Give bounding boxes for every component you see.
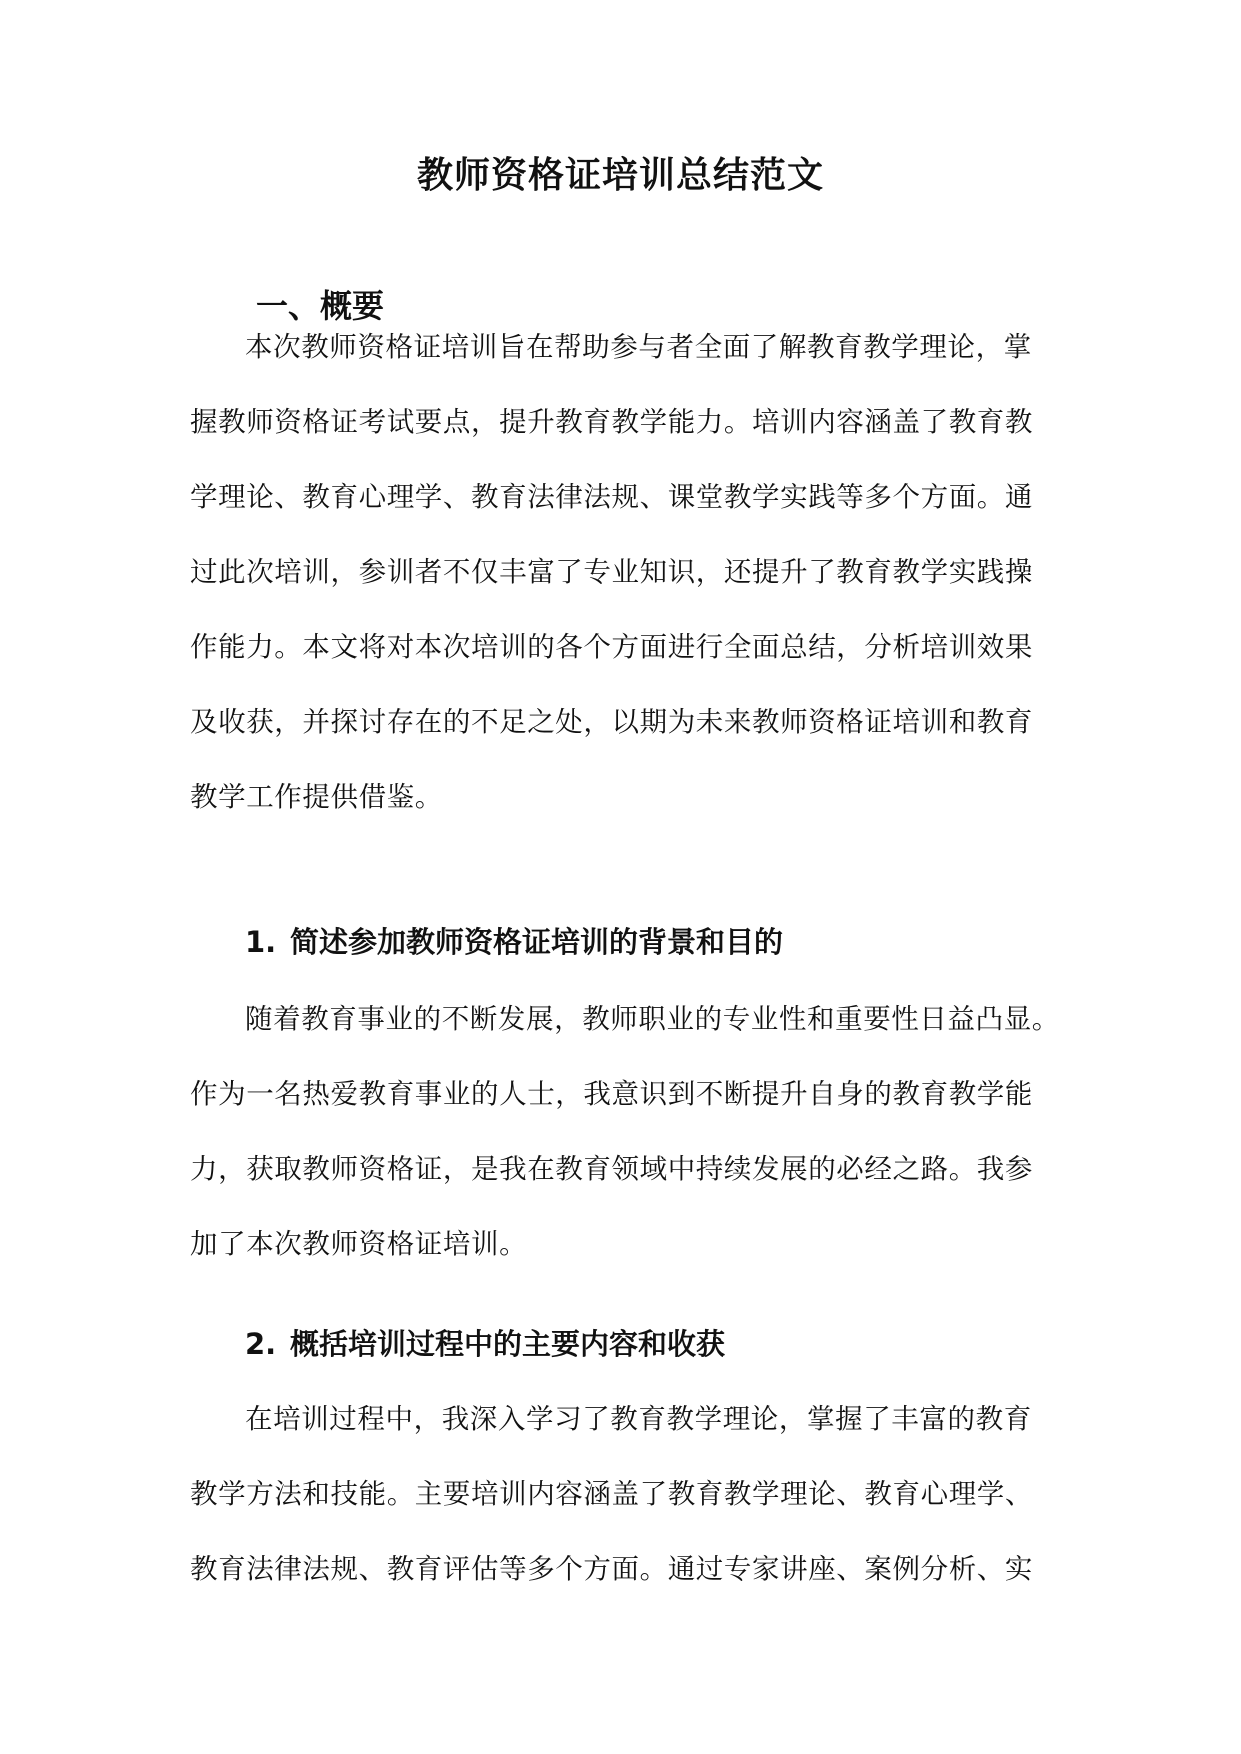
paragraph-line: 作能力。本文将对本次培训的各个方面进行全面总结，分析培训效果 bbox=[190, 631, 1033, 663]
paragraph-line: 本次教师资格证培训旨在帮助参与者全面了解教育教学理论，掌 bbox=[245, 331, 1032, 363]
paragraph-line: 力，获取教师资格证，是我在教育领域中持续发展的必经之路。我参 bbox=[190, 1153, 1033, 1185]
subsection-heading-content bbox=[245, 1324, 725, 1364]
document-title: 教师资格证培训总结范文 bbox=[416, 154, 824, 196]
paragraph-line: 教育法律法规、教育评估等多个方面。通过专家讲座、案例分析、实 bbox=[190, 1553, 1033, 1585]
paragraph-line: 学理论、教育心理学、教育法律法规、课堂教学实践等多个方面。通 bbox=[190, 481, 1033, 513]
subsection-title: 简述参加教师资格证培训的背景和目的 bbox=[290, 925, 784, 959]
paragraph-line: 教学工作提供借鉴。 bbox=[190, 781, 443, 813]
paragraph-line: 作为一名热爱教育事业的人士，我意识到不断提升自身的教育教学能 bbox=[190, 1078, 1033, 1110]
paragraph-line: 加了本次教师资格证培训。 bbox=[190, 1228, 528, 1260]
paragraph-line: 在培训过程中，我深入学习了教育教学理论，掌握了丰富的教育 bbox=[245, 1403, 1032, 1435]
paragraph-line: 随着教育事业的不断发展，教师职业的专业性和重要性日益凸显。 bbox=[245, 1003, 1060, 1035]
subsection-heading-background bbox=[245, 922, 783, 962]
section-heading-overview: 一、概要 bbox=[256, 287, 385, 325]
subsection-number: 1. bbox=[245, 925, 277, 959]
content-paragraph bbox=[190, 1382, 1060, 1607]
paragraph-line: 握教师资格证考试要点，提升教育教学能力。培训内容涵盖了教育教 bbox=[190, 406, 1033, 438]
paragraph-line: 过此次培训，参训者不仅丰富了专业知识，还提升了教育教学实践操 bbox=[190, 556, 1033, 588]
paragraph-line: 教学方法和技能。主要培训内容涵盖了教育教学理论、教育心理学、 bbox=[190, 1478, 1033, 1510]
intro-paragraph bbox=[190, 310, 1060, 835]
subsection-title: 概括培训过程中的主要内容和收获 bbox=[290, 1327, 726, 1361]
background-paragraph bbox=[190, 982, 1060, 1282]
subsection-number: 2. bbox=[245, 1327, 277, 1361]
paragraph-line: 及收获，并探讨存在的不足之处，以期为未来教师资格证培训和教育 bbox=[190, 706, 1033, 738]
